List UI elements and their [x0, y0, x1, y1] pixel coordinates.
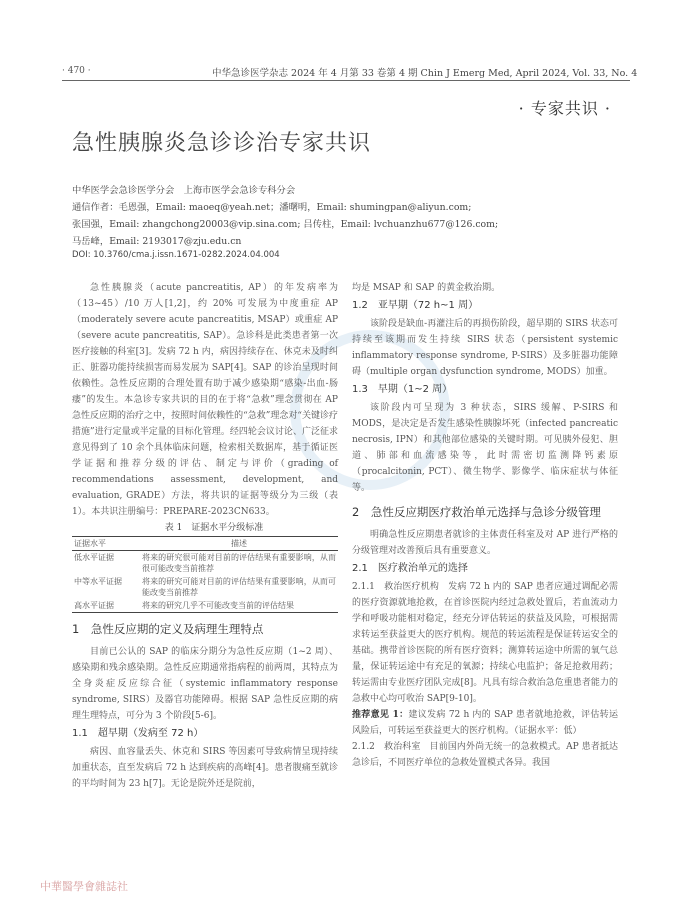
section-1-3-paragraph: 该阶段内可呈现为 3 种状态，SIRS 缓解、P-SIRS 和 MODS，是决定是否发生感染性胰腺坏死（infected pancreatic necrosis, IPN）和其他部位感染的关键时期。可见胰外侵犯、胆道、肺部和血流感染等，此时需密切监测降钙素原（procalcitonin, PCT）、微生物学、影像学、临床症状与体征等。: [352, 403, 618, 493]
section-1-3-heading: 1.3 早期（1~2 周）: [352, 384, 453, 395]
recommendation-1: [352, 707, 618, 739]
corresponding-authors-2: 张国强，Email: zhangchong20003@vip.sina.com; 吕传柱，Email: lvchuanzhu677@126.com;: [72, 219, 499, 230]
continued-paragraph: 均是 MSAP 和 SAP 的黄金救治期。: [352, 283, 501, 293]
table-title: 表 1 证据水平分级标准: [164, 523, 264, 533]
section-1-1-heading: 1.1 超早期（发病至 72 h）: [72, 728, 204, 739]
right-column: [352, 280, 618, 771]
section-1-2-heading: 1.2 亚早期（72 h~1 周）: [352, 300, 479, 311]
section-1-1-paragraph: 病因、血容量丢失、休克和 SIRS 等因素可导致病情呈现持续加重状态，直至发病后 72 h 达到疾病的高峰[4]。患者腹痛至就诊的平均时间为 23 h[7]。无论是院外还是院前，: [72, 747, 338, 789]
doi: DOI: 10.3760/cma.j.issn.1671-0282.2024.04.004: [72, 250, 280, 260]
recommendation-label: 推荐意见 1：: [352, 710, 409, 720]
page-number: · 470 ·: [62, 66, 91, 76]
table-cell: 高水平证据: [72, 599, 140, 613]
author-affiliation: 中华医学会急诊医学分会 上海市医学会急诊专科分会: [72, 185, 296, 196]
corresponding-authors-3: 马岳峰，Email: 2193017@zju.edu.cn: [72, 236, 242, 247]
table-row: [72, 599, 338, 613]
intro-paragraph: 急性胰腺炎（acute pancreatitis, AP）的年发病率为（13~45）/10 万人[1,2]，约 20% 可发展为中度重症 AP（moderately severe acute pancreatitis, MSAP）或重症 AP（severe acute pancreatitis, SAP）。急诊科是此类患者第一次医疗接触的科室[3]。发病 72 h 内，病因持续存在、休克未及时纠正、脏器功能持续损害而易发展为 SAP[4]。SAP 的诊治呈现时间依赖性。急性反应期的合理处置有助于减少感染期“感染-出血-肠痿”的发生。本急诊专家共识的目的在于将“急救”理念贯彻在 AP 急性反应期的治疗之中，按照时间依赖性的“急救”理念对“关键诊疗措施”进行定量或半定量的目标化管理。经四轮会议讨论、广泛征求意见得到了 10 余个具体临床问题，检索相关数据库，基于循证医学证据和推荐分级的评估、制定与评价（grading of recommendations assessment, development, and evaluation, GRADE）方法，将共识的证据等级分为三级（表 1）。本共识注册编号：PREPARE-2023CN633。: [72, 283, 338, 517]
table-row: [72, 551, 338, 576]
section-1-heading: 1 急性反应期的定义及病理生理特点: [72, 622, 264, 636]
section-2-1-1-paragraph: 2.1.1 救治医疗机构 发病 72 h 内的 SAP 患者应通过调配必需的医疗资源就地抢救，在首诊医院内经过急救处置后，若血流动力学和呼吸功能相对稳定，经充分评估转运的获益及风险，可根据需求转运至获益更大的医疗机构。规范的转运流程是保证转运安全的基础。携带首诊医院的所有医疗资料；测算转运途中所需的氧气总量，保证转运途中有充足的氧源；持续心电监护；备足抢救用药；转运需由专业医疗团队完成[8]。凡具有综合救治急危重患者能力的急救中心均可收治 SAP[9-10]。: [352, 582, 618, 704]
section-1-paragraph: 目前已公认的 SAP 的临床分期分为急性反应期（1~2 周）、感染期和残余感染期。急性反应期通常指病程的前两周，其特点为全身炎症反应综合征（systemic inflammatory response syndrome, SIRS）及器官功能障碍。根据 SAP 急性反应期的病理生理特点，可分为 3 个阶段[5-6]。: [72, 647, 338, 721]
journal-running-header: 中华急诊医学杂志 2024 年 4 月第 33 卷第 4 期 Chin J Emerg Med, April 2024, Vol. 33, No. 4: [212, 68, 638, 79]
table-cell: 中等水平证据: [74, 577, 122, 586]
section-tag: · 专家共识 ·: [518, 99, 611, 118]
table-header-cell: 证据水平: [72, 537, 140, 551]
section-1-2-paragraph: 该阶段是缺血-再灌注后的再损伤阶段，超早期的 SIRS 状态可持续至该期而发生持续 SIRS 状态（persistent systemic inflammatory response syndrome, P-SIRS）及多脏器功能障碍（multiple organ dysfunction syndrome, MODS）加重。: [352, 319, 618, 377]
article-title: 急性胰腺炎急诊诊治专家共识: [72, 131, 372, 156]
left-column: [72, 280, 338, 792]
publisher-logo: 中華醫學會雜誌社: [40, 880, 128, 893]
table-cell: 低水平证据: [74, 553, 114, 562]
table-cell: 将来的研究可能对目前的评估结果有重要影响，从而可能改变当前推荐: [142, 577, 336, 597]
corresponding-authors-1: 通信作者：毛恩强，Email: maoeq@yeah.net；潘曙明，Email: shumingpan@aliyun.com;: [72, 202, 472, 213]
section-2-heading: 2 急性反应期医疗救治单元选择与急诊分级管理: [352, 505, 601, 519]
recommendation-text: 建议发病 72 h 内的 SAP 患者就地抢救，评估转运风险后，可转运至获益更大的医疗机构。（证据水平：低）: [352, 710, 618, 736]
table-row: [72, 575, 338, 599]
header-rule: [62, 80, 630, 81]
table-cell: 将来的研究几乎不可能改变当前的评估结果: [140, 599, 338, 613]
section-2-1-2-paragraph: 2.1.2 救治科室 目前国内外尚无统一的急救模式。AP 患者抵达急诊后，不同医疗单位的急救处置模式各异。我国: [352, 742, 618, 768]
table-header-cell: 描述: [140, 537, 338, 551]
table-cell: 将来的研究很可能对目前的评估结果有重要影响，从而很可能改变当前推荐: [142, 553, 336, 573]
section-2-1-heading: 2.1 医疗救治单元的选择: [352, 563, 468, 574]
evidence-grade-table: [72, 536, 338, 613]
section-2-paragraph: 明确急性反应期患者就诊的主体责任科室及对 AP 进行严格的分级管理对改善预后具有重要意义。: [352, 530, 618, 556]
